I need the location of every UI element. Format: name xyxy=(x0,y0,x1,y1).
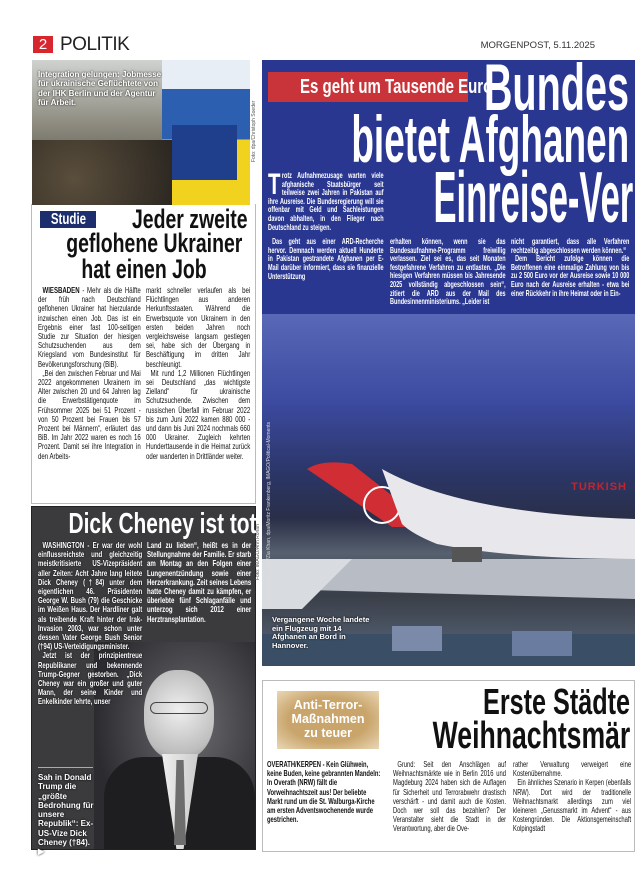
lead-paragraph xyxy=(268,168,384,281)
photo-caption: Sah in Donald Trump die „größte Bedrohung für unsere Republik“: Ex-US-Vize Dick Cheney (†84). ▶ xyxy=(38,773,94,857)
lead-paragraph: OVERATH/KERPEN - Kein Glühwein, keine Buden, keine gebrannten Mandeln: In Overath (NRW) fällt die Vorweihnachtszeit aus! Der beliebte Markt rund um die St. Walburga-Kirche am ersten Adventswochenende wurde gestrichen. xyxy=(267,760,381,825)
paragraph: erhalten können, wenn sie das Bundesaufnahme-Programm freiwillig verlassen. Ziel sei es, das seit Monaten festgefahrene Verfahren zu entlasten. „Die hiesigen Verfahren müssen bis Jahresende 2025 vollständig abgeschlossen sein“, zitiert die ARD aus der Mail des Bundesinnenministeriums. „Leider ist xyxy=(390,237,506,307)
paragraph: Dem Bericht zufolge können die Betroffenen eine einmalige Zahlung von bis zu 2 500 Euro vor der Ausreise sowie 10 000 Euro nach der Ausreise erhalten - etwa bei einer Rückkehr in ihre Heimat oder in Ein- xyxy=(511,254,630,298)
headline-line: bietet Afghanen xyxy=(351,102,629,176)
photo-credit: Fotos/Montage: dpa/Zia Khan, dpa/Moritz Frankenberg, IMAGO/Political-Moments xyxy=(266,421,272,604)
dateline: WASHINGTON xyxy=(42,541,85,550)
paragraph: - Er war der wohl einflussreichste und gleichzeitig meistkritisierte US-Vizepräsident aller Zeiten: Acht Jahre lang leitete Dick Cheney (†84) unter dem eigentlichen 46. Präsidenten George W. Bush (79) die Geschicke im Weißen Haus. Der Hardliner galt als treibende Kraft hinter der Irak-Invasion 2003, war schon unter dessen Vater George Bush Senior (†94) US-Verteidigungsminister. xyxy=(38,541,143,652)
kicker-label: Studie xyxy=(50,211,86,228)
headline-line: Einreise-Ver xyxy=(433,158,633,238)
paragraph: nicht garantiert, dass alle Verfahren rechtzeitig abgeschlossen werden können.“ xyxy=(511,237,630,255)
page-number: 2 xyxy=(33,36,53,53)
face xyxy=(144,670,214,760)
headline-line: geflohene Ukrainer xyxy=(66,228,243,258)
photo-credit: Foto: IMAGO/Ann Ronan xyxy=(255,524,261,580)
paragraph: Mit rund 1,2 Millionen Flüchtlingen sei Deutschland „das wichtigste Zielland“ für ukrainische Schutzsuchende. Zwischen dem russischen Überfall im Februar 2022 bis zum Juni 2022 kamen 880 000 - und dann bis Juni 2024 nochmals 660 000 Ukrainer. Zugleich kehrten Hunderttausende in die Heimat zurück oder wanderten in Drittländer weiter. xyxy=(146,368,251,461)
headline-line: hat einen Job xyxy=(81,254,208,284)
afghan-article xyxy=(262,50,635,666)
article-column xyxy=(147,541,251,624)
ukraine-article xyxy=(31,204,256,504)
article-column xyxy=(513,760,631,834)
article-column xyxy=(511,238,629,298)
paragraph: Jetzt ist der prinzipientreue Republikaner und bekennende Trump-Gegner gestorben. „Dick Cheney war ein großer und guter Mann, der seine Kinder und Enkelkinder lehrte, unser xyxy=(38,651,143,707)
paragraph: markt schneller verlaufen als bei Flüchtlingen aus anderen Herkunftsstaaten. Während die Erwerbsquote von Ukrainern in den ersten beiden Jahren noch vergleichsweise langsam gestiegen sei, habe sich der Übergang in Beschäftigung im dritten Jahr beschleunigt. xyxy=(146,286,251,369)
article-column xyxy=(393,760,506,834)
photo-caption: Vergangene Woche landete ein Flugzeug mit 14 Afghanen an Bord in Hannover. xyxy=(272,615,370,650)
xmas-article xyxy=(262,680,635,852)
article-column xyxy=(146,286,250,461)
article-column xyxy=(38,541,142,707)
paper-date: MORGENPOST, 5.11.2025 xyxy=(480,40,595,51)
cheney-article xyxy=(31,506,257,857)
photo-credit: Foto: dpa/Christoph Soeder xyxy=(251,100,257,162)
article-column xyxy=(390,238,506,307)
headline: Dick Cheney ist tot xyxy=(68,508,257,540)
headline-line: Erste Städte xyxy=(482,681,630,722)
paragraph: Das geht aus einer ARD-Recherche hervor. Demnach werden aktuell Hunderte in Pakistan gestrandete Afghanen per E-Mail darüber informiert, dass sie finanzielle Unterstützung xyxy=(268,237,384,281)
paragraph: Land zu lieben“, heißt es in der Stellungnahme der Familie. Er starb am Montag an den Folgen einer Lungenentzündung sowie einer Herzerkrankung. Zeit seines Lebens hatte Cheney damit zu kämpfen, er überlebte fünf Schlaganfälle und unterzog sich 2012 einer Herztransplantation. xyxy=(147,541,252,624)
headline-line: Weihnachtsmär xyxy=(432,715,630,757)
headline-line: Bundes xyxy=(483,50,629,124)
dateline: WIESBADEN xyxy=(42,286,80,295)
paragraph: - Mehr als die Hälfte der früh nach Deutschland geflohenen Ukrainer hat hierzulande inzwischen einen Job. Das ist ein Ergebnis einer fast 100-seitigen Studie zur Situation der hiesigen Schutzsuchenden aus dem Kriegsland vom Bundesinstitut für Bevölkerungsforschung (BiB). xyxy=(38,286,141,369)
paragraph: Ein ähnliches Szenario in Kerpen (ebenfalls NRW). Dort wird der traditionelle Weihnachtsmarkt allerdings zum viel kleineren „Genussmarkt im Advent“ - aus Kostengründen. Die Aktionsgemeinschaft Kolpingstadt xyxy=(513,778,632,834)
airplane-photo xyxy=(262,314,635,666)
paragraph: Grund: Seit den Anschlägen auf Weihnachtsmärkte wie in Berlin 2016 und Magdeburg 2024 haben sich die Auflagen für Sicherheit und Terrorabwehr drastisch verschärft - und damit auch die Kosten. Doch wer soll das bezahlen? Der Veranstalter sieht die Stadt in der Verantwortung, aber die Ove- xyxy=(393,760,507,834)
headline-line: Jeder zweite xyxy=(132,204,248,234)
section-title: POLITIK xyxy=(60,34,130,55)
drop-cap: T xyxy=(268,168,281,201)
kicker-badge: Anti-Terror-Maßnahmen zu teuer xyxy=(277,691,379,749)
paragraph: rather Verwaltung verweigert eine Kostenübernahme. xyxy=(513,760,632,779)
paragraph: rotz Aufnahmezusage warten viele afghanische Staatsbürger seit teilweise zwei Jahren in Pakistan auf ihre Ausreise. Die Bundesregierung will sie offenbar mit Geld und Sachleistungen davon abhalten, in den Flieger nach Deutschland zu steigen. xyxy=(268,171,384,232)
kicker-label: Es geht um Tausende Euro xyxy=(300,76,493,98)
photo-caption: Integration gelungen: Jobmesse für ukrainische Geflüchtete von der IHK Berlin und der Agentur für Arbeit. xyxy=(38,70,162,107)
airline-livery-text: TURKISH xyxy=(571,481,627,493)
paragraph: „Bei den zwischen Februar und Mai 2022 angekommenen Ukrainern im Alter zwischen 20 und 64 Jahren lag die Erwerbstätigenquote im Frühsommer 2025 bei 51 Prozent - von 50 Prozent bei Frauen bis 57 Prozent bei Männern“, erläutert das BiB. Im Jahr 2022 waren es noch 16 Prozent. Damit sei ihre Integration in den Arbeits- xyxy=(38,368,141,461)
article-column xyxy=(38,286,141,461)
divider xyxy=(38,767,93,768)
